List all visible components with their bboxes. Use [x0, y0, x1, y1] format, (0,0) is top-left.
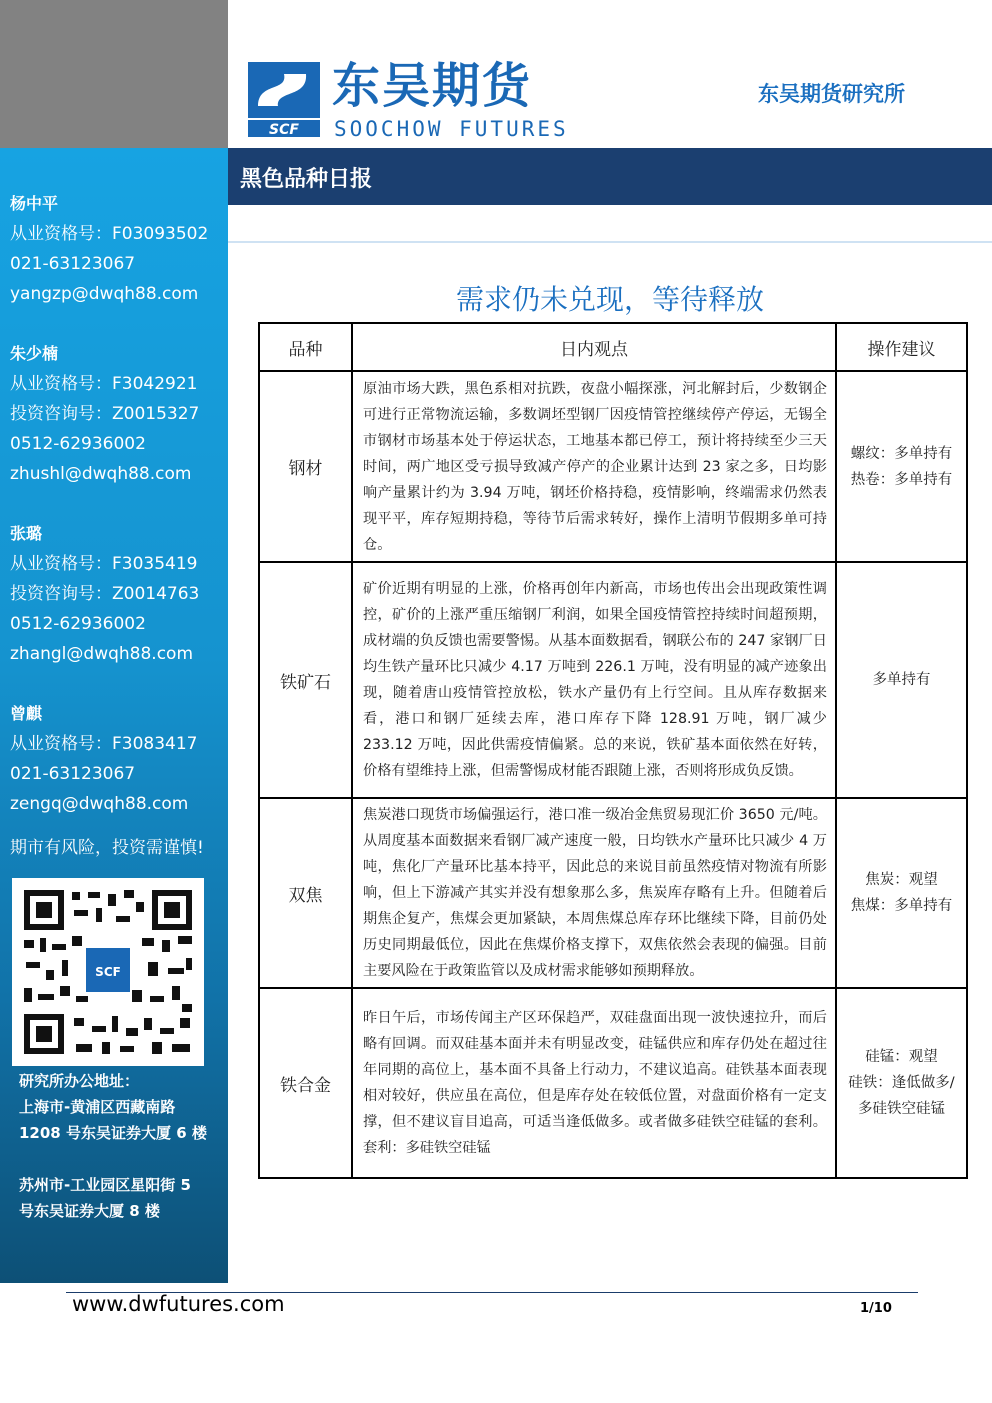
- qr-code-icon: [12, 878, 204, 1066]
- address-suzhou-line2: 号东吴证券大厦 8 楼: [19, 1202, 160, 1220]
- advice-line: 多硅铁空硅锰: [858, 1101, 945, 1117]
- address-label: 研究所办公地址：: [19, 1072, 140, 1090]
- institute-name: 东吴期货研究所: [758, 82, 905, 106]
- analyst-3: [10, 519, 199, 669]
- risk-notice: 期市有风险，投资需谨慎!: [10, 838, 204, 858]
- view-cell: 昨日午后，市场传闻主产区环保趋严，双硅盘面出现一波快速拉升，而后略有回调。而双硅基本面并未有明显改变，硅锰供应和库存仍处在超过往年同期的高位上，基本面不具备上行动力，不建议追高。硅铁基本面表现相对较好，供应虽在高位，但是库存处在较低位置，对盘面价格有一定支撑，但不建议盲目追高，可适当逢低做多。或者做多硅铁空硅锰的套利。套利：多硅铁空硅锰: [352, 988, 836, 1178]
- header-category: 品种: [259, 323, 352, 371]
- footer-website-link[interactable]: www.dwfutures.com: [72, 1292, 285, 1316]
- advice-line: 热卷：多单持有: [850, 471, 953, 488]
- page-number: 1/10: [860, 1301, 892, 1316]
- analyst-name: 杨中平: [10, 194, 59, 213]
- analyst-consult-number: 投资咨询号：Z0014763: [10, 584, 200, 604]
- company-logo-icon: [248, 62, 320, 137]
- category-cell: 双焦: [259, 798, 352, 988]
- view-cell: 焦炭港口现货市场偏强运行，港口准一级冶金焦贸易现汇价 3650 元/吨。从周度基本面数据来看钢厂减产速度一般，日均铁水产量环比只减少 4 万吨，焦化厂产量环比基本持平，因此总的来说目前虽然疫情对物流有所影响，但上下游减产其实并没有想象那么多，焦炭库存略有上升。但随着后期焦企复产，焦煤会更加紧缺，本周焦煤总库存环比继续下降，目前仍处历史同期最低位，因此在焦煤价格支撑下，双焦依然会表现的偏强。目前主要风险在于政策监管以及成材需求能够如预期释放。: [352, 798, 836, 988]
- analyst-name: 朱少楠: [10, 344, 59, 363]
- table-row: [259, 988, 967, 1178]
- qr-logo-text: SCF: [95, 965, 121, 979]
- analyst-qualification: 从业资格号：F3042921: [10, 374, 198, 394]
- analyst-phone: 0512-62936002: [10, 434, 146, 454]
- report-banner: [228, 148, 992, 205]
- advice-line: 焦煤：多单持有: [850, 898, 953, 914]
- analyst-email[interactable]: zhangl@dwqh88.com: [10, 644, 194, 664]
- analyst-qualification: 从业资格号：F03093502: [10, 224, 209, 244]
- analyst-qualification: 从业资格号：F3035419: [10, 554, 198, 574]
- address-suzhou-line1: 苏州市-工业园区星阳街 5: [19, 1176, 191, 1194]
- banner-underlay: [228, 205, 992, 243]
- advice-cell: [836, 371, 967, 562]
- brand-name-en: SOOCHOW FUTURES: [334, 117, 569, 141]
- analyst-4: [10, 699, 198, 819]
- analyst-2: [10, 339, 199, 489]
- category-cell: 钢材: [259, 371, 352, 562]
- analyst-email[interactable]: yangzp@dwqh88.com: [10, 284, 199, 304]
- analyst-consult-number: 投资咨询号：Z0015327: [10, 404, 200, 424]
- address-shanghai-line2: 1208 号东吴证券大厦 6 楼: [19, 1124, 207, 1142]
- advice-cell: [836, 798, 967, 988]
- advice-cell: [836, 562, 967, 798]
- analyst-qualification: 从业资格号：F3083417: [10, 734, 198, 754]
- category-cell: 铁矿石: [259, 562, 352, 798]
- analyst-email[interactable]: zhushl@dwqh88.com: [10, 464, 192, 484]
- analyst-phone: 021-63123067: [10, 254, 136, 274]
- analyst-1: [10, 189, 208, 309]
- analyst-name: 张璐: [10, 524, 43, 543]
- analyst-phone: 021-63123067: [10, 764, 136, 784]
- advice-line: 硅锰：观望: [865, 1049, 938, 1065]
- advice-cell: [836, 988, 967, 1178]
- table-header-row: [259, 323, 967, 371]
- report-headline: 需求仍未兑现，等待释放: [455, 283, 764, 316]
- analyst-email[interactable]: zengq@dwqh88.com: [10, 794, 189, 814]
- view-cell: 原油市场大跌，黑色系相对抗跌，夜盘小幅探涨，河北解封后，少数钢企可进行正常物流运输，多数调坯型钢厂因疫情管控继续停产停运，无锡全市钢材市场基本处于停运状态，工地基本都已停工，预计将持续至少三天时间，两广地区受亏损导致减产停产的企业累计达到 23 家之多，日均影响产量累计约为 3.94 万吨，钢坯价格持稳，疫情影响，终端需求仍然表现平平，库存短期持稳，等待节后需求转好，操作上清明节假期多单可持仓。: [352, 371, 836, 562]
- brand-name-cn: 东吴期货: [332, 58, 533, 114]
- advice-line: 螺纹：多单持有: [850, 445, 953, 462]
- advice-line: 硅铁：逢低做多/: [848, 1075, 955, 1091]
- analyst-name: 曾麒: [10, 704, 43, 723]
- address-shanghai-line1: 上海市-黄浦区西藏南路: [19, 1098, 176, 1116]
- office-address: [19, 1068, 207, 1224]
- header-view: 日内观点: [352, 323, 836, 371]
- daily-view-table: [258, 322, 968, 1179]
- table-row: [259, 371, 967, 562]
- table-row: [259, 798, 967, 988]
- view-cell: 矿价近期有明显的上涨，价格再创年内新高，市场也传出会出现政策性调控，矿价的上涨严重压缩钢厂利润，如果全国疫情管控持续时间超预期，成材端的负反馈也需要警惕。从基本面数据看，钢联公布的 247 家钢厂日均生铁产量环比只减少 4.17 万吨到 226.1 万吨，没有明显的减产迹象出现，随着唐山疫情管控放松，铁水产量仍有上行空间。且从库存数据来看，港口和钢厂延续去库，港口库存下降 128.91 万吨，钢厂减少 233.12 万吨，因此供需疫情偏紧。总的来说，铁矿基本面依然在好转，价格有望维持上涨，但需警惕成材能否跟随上涨，否则将形成负反馈。: [352, 562, 836, 798]
- analyst-phone: 0512-62936002: [10, 614, 146, 634]
- category-cell: 铁合金: [259, 988, 352, 1178]
- logo-abbr: SCF: [269, 122, 299, 137]
- advice-line: 焦炭：观望: [865, 872, 938, 888]
- advice-line: 多单持有: [872, 672, 931, 688]
- report-type-title: 黑色品种日报: [240, 167, 373, 192]
- sidebar: [0, 148, 228, 1283]
- table-row: [259, 562, 967, 798]
- header-advice: 操作建议: [836, 323, 967, 371]
- sidebar-top-block: [0, 0, 228, 148]
